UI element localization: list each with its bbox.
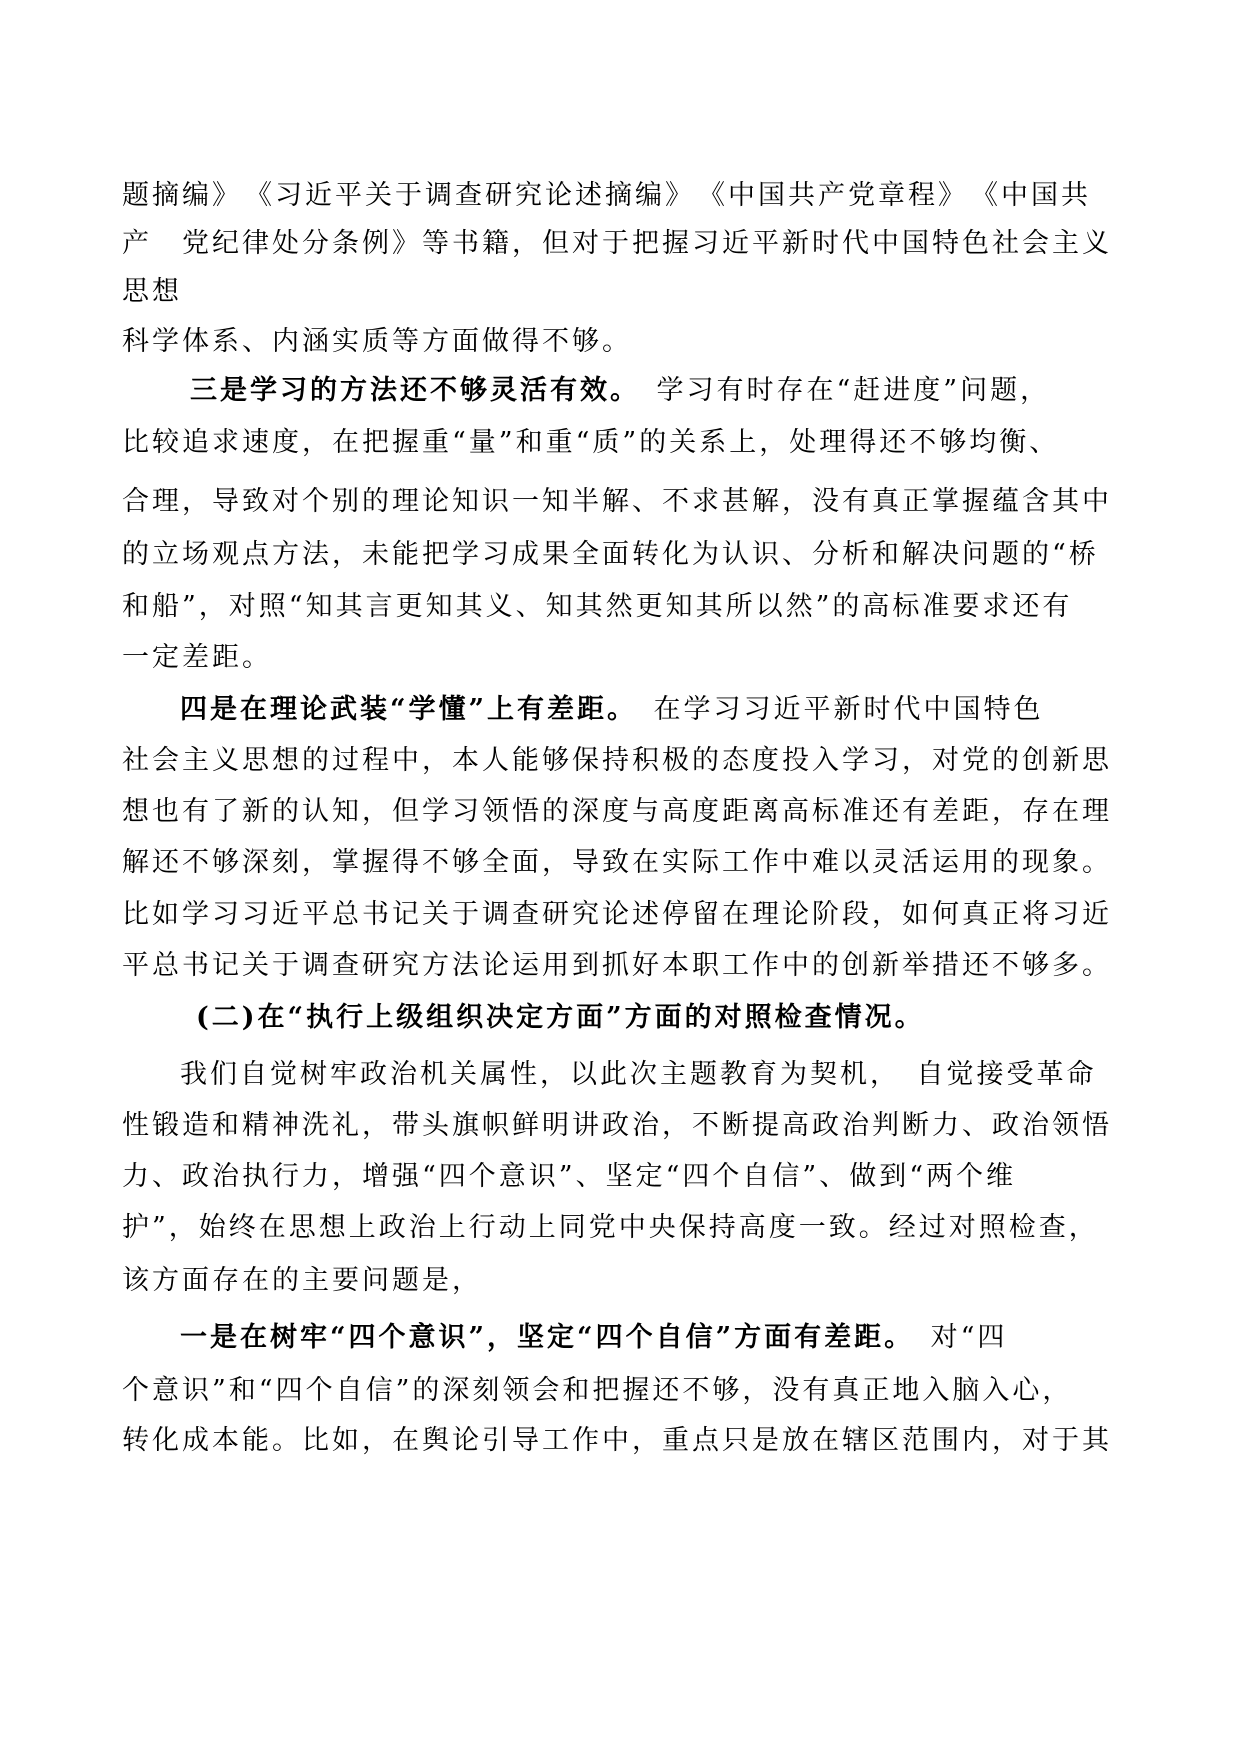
paragraph-heading: 一是在树牢“四个意识”，坚定“四个自信”方面有差距。 bbox=[180, 1322, 901, 1353]
text-line: 题摘编》 《习近平关于调查研究论述摘编》 《中国共产党章程》 《中国共 bbox=[122, 180, 1091, 211]
text-line: 比较追求速度，在把握重“量”和重“质”的关系上，处理得还不够均衡、 bbox=[122, 427, 1060, 458]
text-line: 个意识”和“四个自信”的深刻领会和把握还不够，没有真正地入脑入心， bbox=[122, 1375, 1073, 1406]
paragraph-heading-line bbox=[180, 1320, 1180, 1356]
text-line: 我们自觉树牢政治机关属性，以此次主题教育为契机， 自觉接受革命 bbox=[180, 1059, 1097, 1090]
text-line: 转化成本能。比如，在舆论引导工作中，重点只是放在辖区范围内，对于其 bbox=[122, 1425, 1112, 1456]
paragraph-text: 对“四 bbox=[900, 1322, 1008, 1353]
text-line: 产 党纪律处分条例》等书籍，但对于把握习近平新时代中国特色社会主义 bbox=[122, 228, 1112, 259]
paragraph-text: 在学习习近平新时代中国特色 bbox=[623, 694, 1044, 725]
text-line: 解还不够深刻，掌握得不够全面，导致在实际工作中难以灵活运用的现象。 bbox=[122, 847, 1112, 878]
text-line: 性锻造和精神洗礼，带头旗帜鲜明讲政治，不断提高政治判断力、政治领悟 bbox=[122, 1110, 1112, 1141]
text-line: 思想 bbox=[122, 276, 182, 307]
text-line: 平总书记关于调查研究方法论运用到抓好本职工作中的创新举措还不够多。 bbox=[122, 950, 1112, 981]
text-line: 合理，导致对个别的理论知识一知半解、不求甚解，没有真正掌握蕴含其中 bbox=[122, 486, 1112, 517]
paragraph-heading: 三是学习的方法还不够灵活有效。 bbox=[190, 375, 627, 406]
paragraph-heading: 四是在理论武装“学懂”上有差距。 bbox=[180, 694, 624, 725]
text-line: 想也有了新的认知，但学习领悟的深度与高度距离高标准还有差距，存在理 bbox=[122, 796, 1112, 827]
text-line: 一定差距。 bbox=[122, 642, 272, 673]
text-line: 的立场观点方法，未能把学习成果全面转化为认识、分析和解决问题的“桥 bbox=[122, 539, 1099, 570]
text-line: 护”，始终在思想上政治上行动上同党中央保持高度一致。经过对照检查， bbox=[122, 1212, 1099, 1243]
paragraph-text: 学习有时存在“赶进度”问题， bbox=[626, 375, 1051, 406]
text-line: 社会主义思想的过程中，本人能够保持积极的态度投入学习，对党的创新思 bbox=[122, 745, 1112, 776]
section-heading: (二)在“执行上级组织决定方面”方面的对照检查情况。 bbox=[196, 1002, 925, 1033]
text-line: 该方面存在的主要问题是， bbox=[122, 1265, 482, 1296]
paragraph-heading-line bbox=[190, 373, 1190, 409]
text-line: 比如学习习近平总书记关于调查研究论述停留在理论阶段，如何真正将习近 bbox=[122, 899, 1112, 930]
text-line: 科学体系、内涵实质等方面做得不够。 bbox=[122, 326, 632, 357]
paragraph-heading-line bbox=[180, 692, 1180, 728]
text-line: 和船”，对照“知其言更知其义、知其然更知其所以然”的高标准要求还有 bbox=[122, 591, 1073, 622]
text-line: 力、政治执行力，增强“四个意识”、坚定“四个自信”、做到“两个维 bbox=[122, 1161, 1017, 1192]
